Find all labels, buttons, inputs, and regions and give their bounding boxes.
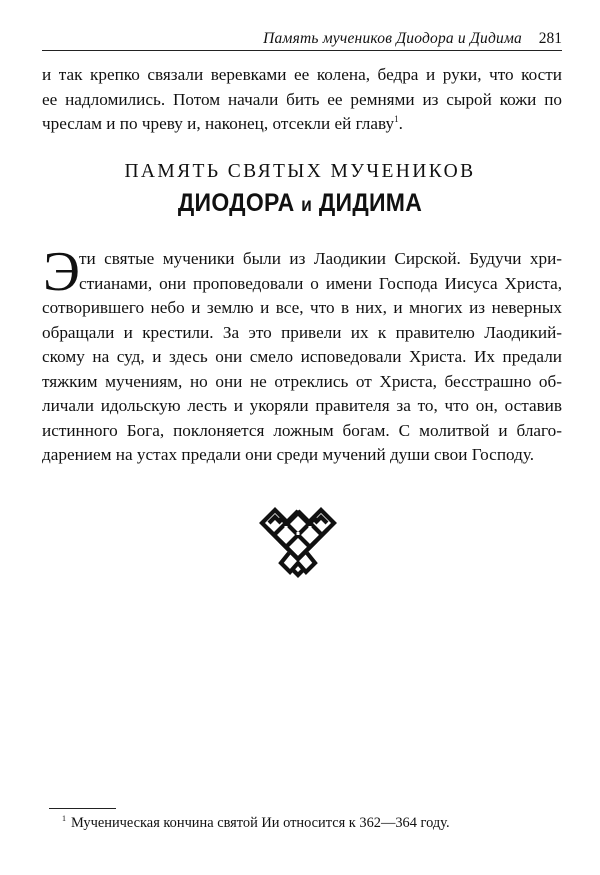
footnote-rule <box>49 808 116 809</box>
header-rule <box>42 50 562 51</box>
endless-knot-ornament-icon <box>257 505 339 579</box>
text-line: ти святые мученики были из Лаодикии Сирской. Будучи хри- <box>79 249 562 268</box>
text-line-last: дарением на устах предали они среди мучений души свои Господу. <box>42 445 535 464</box>
text-line: и так крепко связали веревками ее колена, бедра и руки, что кости <box>42 65 562 84</box>
drop-cap: Э <box>43 241 80 303</box>
text-line: сотворившего небо и землю и все, что в них, и многих из неверных <box>42 298 562 317</box>
text-line: тяжким мучениям, но они не отреклись от Христа, бесстрашно об- <box>42 371 562 391</box>
sentence-end: . <box>398 114 403 133</box>
paragraph-main <box>42 241 562 468</box>
footnote-marker: 1 <box>62 814 66 823</box>
section-heading-line2 <box>24 189 576 218</box>
heading-conjunction: и <box>301 195 313 216</box>
text-line: обращали и крестили. За это привели их к правителю Лаодикий- <box>42 322 562 342</box>
heading-name-didim: ДИДИМА <box>318 189 423 217</box>
text-line: скому на суд, и здесь они смело исповедовали Христа. Их предали <box>42 347 562 366</box>
text-line: стианами, они проповедовали о имени Господа Иисуса Христа, <box>79 273 562 293</box>
page-number: 281 <box>538 30 562 47</box>
text-line: личали идольскую лесть и укоряли правителя за то, что он, оставив <box>42 396 562 415</box>
text-line-last <box>42 112 562 137</box>
footnote-text: Мученическая кончина святой Ии относится к 362—364 году. <box>71 815 450 831</box>
heading-name-diodor: ДИОДОРА <box>177 189 295 217</box>
text-line: истинного Бога, поклоняется ложным богам. С молитвой и благо- <box>42 420 562 440</box>
section-heading-line1: ПАМЯТЬ СВЯТЫХ МУЧЕНИКОВ <box>124 161 476 182</box>
footnote <box>62 815 450 832</box>
footnote-reference[interactable]: 1 <box>394 114 399 124</box>
text-line: ее надломились. Потом начали бить ее ремнями из сырой кожи по <box>42 89 562 109</box>
text-line-content: чреслам и по чреву и, наконец, отсекли ей главу <box>42 114 395 133</box>
running-head <box>42 30 562 50</box>
paragraph-continuation <box>42 63 562 137</box>
running-head-title: Память мучеников Диодора и Дидима <box>263 30 522 47</box>
